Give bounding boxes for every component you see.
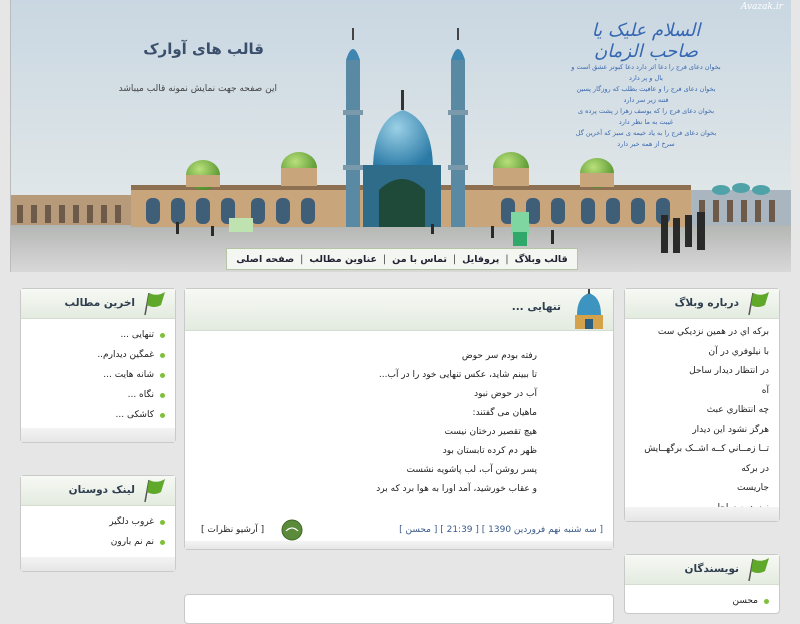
calligraphy-title: السلام علیک یا صاحب الزمان <box>591 20 701 62</box>
list-item[interactable]: کاشکی ... <box>29 405 165 425</box>
green-flag-icon <box>745 555 773 583</box>
list-item[interactable]: نم نم بارون <box>29 532 165 552</box>
next-post-box <box>184 594 614 624</box>
calligraphy-poem <box>571 20 721 148</box>
post-box <box>184 288 614 550</box>
post-line: پسر روشن آب، لب پاشویه نشست <box>406 465 537 475</box>
about-line: چه انتظاري عبث <box>706 405 769 415</box>
nav-home[interactable]: صفحه اصلی <box>236 253 295 265</box>
post-line: و عقاب خورشید، آمد اورا به هوا برد که برد <box>376 484 537 494</box>
nav-template[interactable]: قالب وبلاگ <box>514 253 568 265</box>
post-line: هیچ تقصیر درختان نیست <box>444 427 537 437</box>
about-line: جاريست <box>736 483 769 493</box>
post-line: رفته بودم سر حوض <box>461 351 537 361</box>
nav-post-titles[interactable]: عناوین مطالب <box>309 253 377 265</box>
about-line: برکه اي در همين نزديکي ست <box>657 327 769 337</box>
about-line: آه <box>761 385 769 396</box>
calligraphy-line: بخوان دعای فرج را به یاد خیمه ی سبز که آخرین گل سرخ از همه خبر دارد <box>575 129 717 148</box>
authors-title: نویسندگان <box>684 563 739 575</box>
bullet-icon <box>764 599 769 604</box>
friends-links-title: لینک دوستان <box>68 484 135 496</box>
list-item[interactable]: نگاه ... <box>29 385 165 405</box>
list-item[interactable]: محسن <box>633 591 769 611</box>
list-item[interactable]: تنهایی ... <box>29 325 165 345</box>
green-flag-icon <box>141 289 169 317</box>
nav-separator: | <box>382 253 387 265</box>
main-nav <box>226 248 578 270</box>
mosque-dome-icon <box>569 289 609 335</box>
about-line: هرگز نشود اين ديدار <box>692 424 769 435</box>
bullet-icon <box>160 353 165 358</box>
about-box <box>624 288 780 522</box>
list-item[interactable]: شانه هایت ... <box>29 365 165 385</box>
bullet-icon <box>160 373 165 378</box>
seal-icon <box>281 519 303 541</box>
about-line: با نيلوفري در آن <box>708 346 769 357</box>
post-title[interactable]: تنهایی ... <box>511 301 561 313</box>
about-line: تــا زمــاني کــه اشــک برگهــايش در برکه <box>644 444 769 474</box>
bullet-icon <box>160 520 165 525</box>
site-header <box>10 0 790 272</box>
bullet-icon <box>160 540 165 545</box>
calligraphy-line: بخوان دعای فرج را و عافیت بطلب که روزگار پسین فتنه زیر سر دارد <box>576 85 716 104</box>
site-title[interactable]: قالب های آوارک <box>143 40 264 58</box>
friends-links-box <box>20 475 176 572</box>
recent-posts-title: اخرین مطالب <box>64 297 135 309</box>
about-line: در انتظار ديدار ساحل <box>689 366 769 376</box>
calligraphy-line: بخوان دعای فرج را دعا اثر دارد دعا کبوتر عشق است و بال و پر دارد <box>571 63 721 82</box>
about-title: درباره وبلاگ <box>674 297 739 309</box>
post-line: ماهیان می گفتند: <box>472 408 537 418</box>
watermark: Avazak.ir <box>740 2 783 12</box>
comments-archive-link[interactable]: [ آرشیو نظرات ] <box>201 525 265 535</box>
green-flag-icon <box>141 476 169 504</box>
recent-posts-box <box>20 288 176 443</box>
post-line: ظهر دم کرده تابستان بود <box>442 446 537 456</box>
authors-box <box>624 554 780 614</box>
site-description: این صفحه جهت نمایش نمونه قالب میباشد <box>118 84 277 94</box>
nav-separator: | <box>452 253 457 265</box>
nav-separator: | <box>505 253 509 265</box>
bullet-icon <box>160 413 165 418</box>
nav-profile[interactable]: پروفایل <box>462 253 500 265</box>
bullet-icon <box>160 393 165 398</box>
bullet-icon <box>160 333 165 338</box>
nav-separator: | <box>300 253 304 265</box>
post-line: تا ببینم شاید، عکس تنهایی خود را در آب... <box>378 370 537 380</box>
post-meta: [ سه شنبه نهم فروردین 1390 ] [ 21:39 ] [ محسن ] <box>399 525 603 535</box>
list-item[interactable]: غروب دلگیر <box>29 512 165 532</box>
green-flag-icon <box>745 289 773 317</box>
post-line: آب در حوض نبود <box>474 389 537 399</box>
nav-contact[interactable]: تماس با من <box>392 253 447 265</box>
list-item[interactable]: غمگین دیدارم.. <box>29 345 165 365</box>
calligraphy-line: بخوان دعای فرج را که یوسف زهرا ز پشت پرده ی غیبت به ما نظر دارد <box>577 107 715 126</box>
